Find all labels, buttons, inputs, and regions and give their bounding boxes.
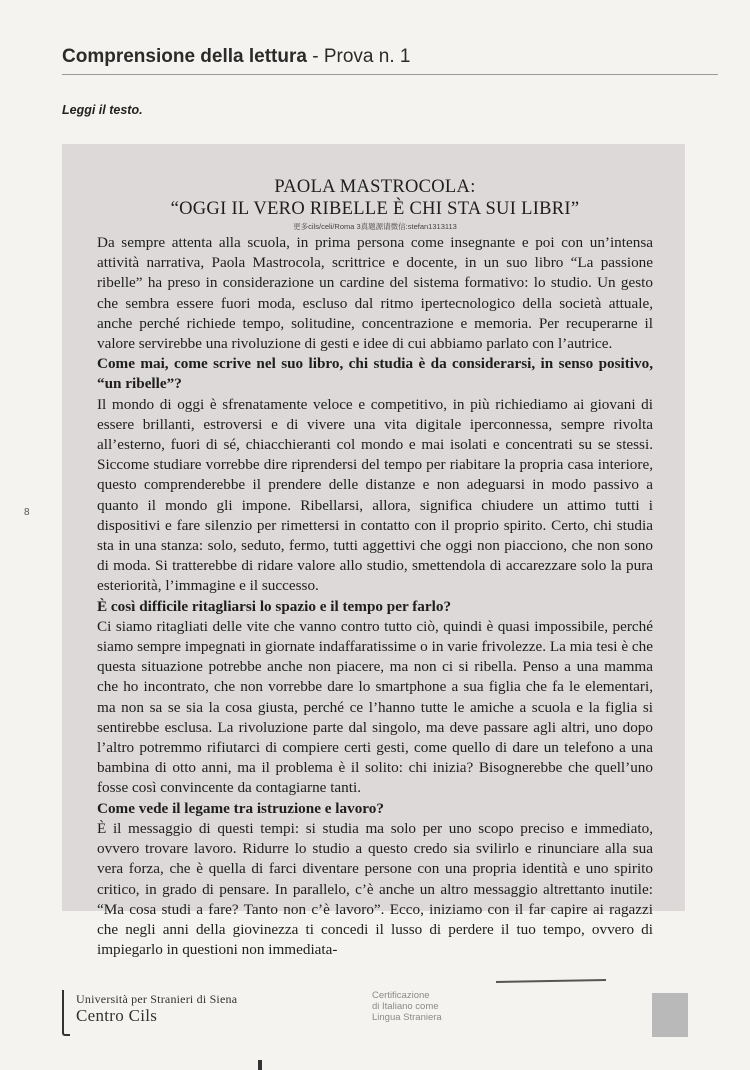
page-header bbox=[62, 46, 718, 75]
instruction-text: Leggi il testo. bbox=[62, 103, 143, 117]
cert-line-1: Certificazione bbox=[372, 990, 430, 1001]
page-number: 8 bbox=[24, 507, 30, 518]
intro-paragraph: Da sempre attenta alla scuola, in prima persona come insegnante e poi con un’intensa attività narrativa, Paola Mastrocola, scrittrice e docente, in un suo libro “La passione ribelle” ha preso in considerazione un cardine del sistema formativo: lo studio. Un gesto che sembra essere fuori moda, escluso dal ritmo ipertecnologico della società attuale, anche perché richiede tempo, solitudine, concentrazione e memoria. Per recuperarne il valore servirebbe una rivoluzione di gesti e idee di cui abbiamo parlato con l’autrice. bbox=[97, 234, 653, 353]
scan-mark bbox=[258, 1060, 262, 1070]
answer-1: Il mondo di oggi è sfrenatamente veloce e competitivo, in più richiediamo ai giovani di essere brillanti, estroversi e di vivere una vita digitale iperconnessa, sempre rivolta all’esterno, fuori di sé, chiacchieranti col mondo e mai isolati e concentrati su se stessi. Siccome studiare vorrebbe dire riprendersi del tempo per riabitare la propria casa interiore, questo comprenderebbe il prendere delle distanze e non adeguarsi in modo passivo a quanto il mondo gli impone. Ribellarsi, allora, significa chiudere un attimo tutti i dispositivi e fare silenzio per rimettersi in contatto con il proprio spirito. Certo, chi studia sta in una stanza: solo, seduto, fermo, tutti aggettivi che oggi non piacciono, che non sono di moda. Si tratterebbe di ridare valore allo studio, smettendola di accarezzare solo la pura esteriorità, l’immagine e il successo. bbox=[97, 395, 653, 595]
cils-logo-mark bbox=[62, 990, 70, 1036]
certification-label bbox=[372, 990, 442, 1023]
watermark-text: 更多cils/celi/Roma 3真题源请微信:stefan1313113 bbox=[293, 222, 457, 231]
article-content bbox=[97, 176, 653, 960]
cert-line-3: Lingua Straniera bbox=[372, 1012, 442, 1023]
question-1: Come mai, come scrive nel suo libro, chi studia è da considerarsi, in senso positivo, “un ribelle”? bbox=[97, 355, 653, 393]
pen-mark bbox=[496, 979, 606, 983]
centro-cils-name: Centro Cils bbox=[76, 1006, 158, 1025]
article-title-line2: “OGGI IL VERO RIBELLE È CHI STA SUI LIBRI” bbox=[170, 199, 580, 219]
cert-line-2: di Italiano come bbox=[372, 1001, 439, 1012]
header-title: Comprensione della lettura bbox=[62, 46, 307, 67]
article-title-line1: PAOLA MASTROCOLA: bbox=[274, 177, 476, 197]
answer-2: Ci siamo ritagliati delle vite che vanno contro tutto ciò, quindi è quasi impossibile, perché siamo sempre impegnati in giornate indaffaratissime o in varie frivolezze. La mia tesi è che questa situazione potrebbe anche non piacere, ma non ci si ribella. Penso a una mamma che ho incontrato, che non vorrebbe dare lo smartphone a sua figlia che fa le elementari, ma non sa se sia la cosa giusta, perché ce l’hanno tutte le amiche a scuola e la figlia si sentirebbe esclusa. La rivoluzione parte dal singolo, ma deve passare agli altri, uno dopo l’altro potremmo rifiutarci di compiere certi gesti, come quello di dare un telefono a una bambina di otto anni, ma il problema è il solito: chi inizia? Bisognerebbe che quell’uno fosse così convincente da contagiarne tanti. bbox=[97, 617, 653, 797]
question-3: Come vede il legame tra istruzione e lavoro? bbox=[97, 799, 384, 817]
university-name: Università per Stranieri di Siena bbox=[76, 992, 238, 1006]
answer-3: È il messaggio di questi tempi: si studia ma solo per uno scopo preciso e immediato, ovvero trovare lavoro. Ridurre lo studio a questo credo sia svilirlo e rinunciare alla sua vera forza, che è quella di farci diventare persone con una propria identità e uno spirito critico, in grado di pensare. In parallelo, c’è anche un altro messaggio altrettanto inutile: “Ma cosa studi a fare? Tanto non c’è lavoro”. Ecco, iniziamo con il far capire ai ragazzi che negli anni della giovinezza ti concedi il lusso di perdere il tuo tempo, ovvero di impiegarlo in questioni non immediata- bbox=[97, 819, 653, 959]
question-2: È così difficile ritagliarsi lo spazio e il tempo per farlo? bbox=[97, 597, 452, 615]
gray-tab-marker bbox=[652, 993, 688, 1037]
header-subtitle: - Prova n. 1 bbox=[306, 46, 411, 67]
